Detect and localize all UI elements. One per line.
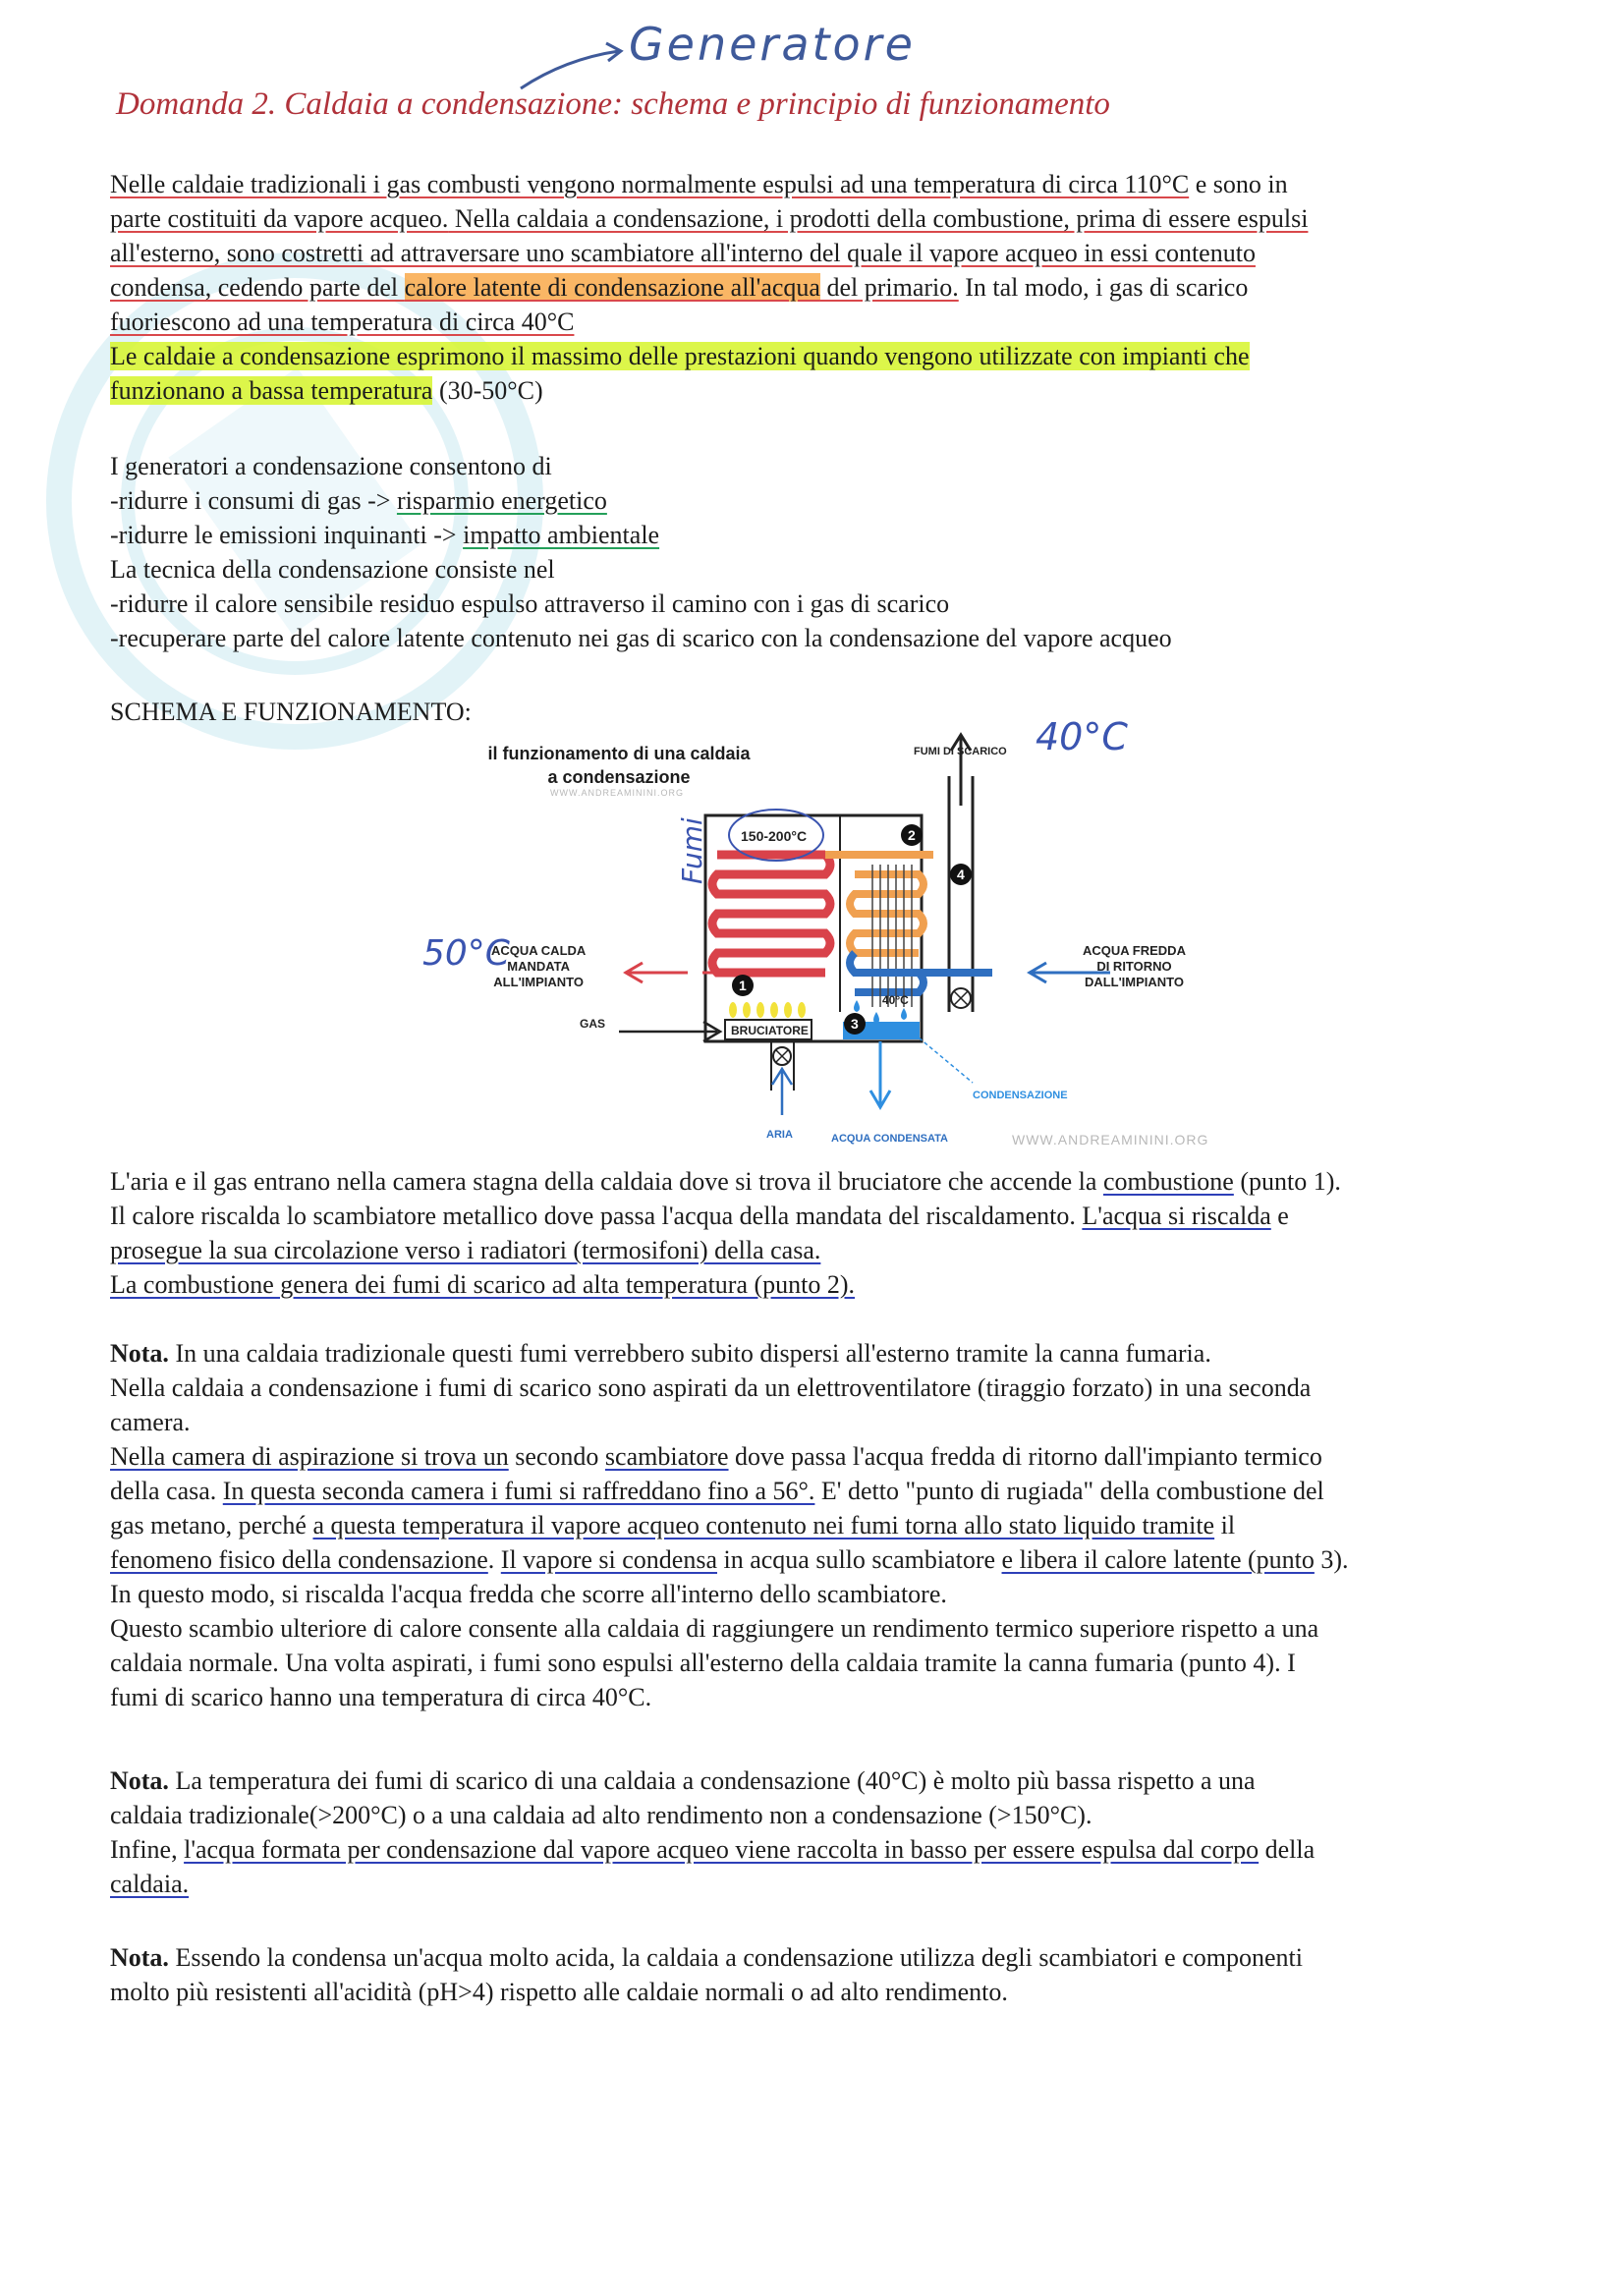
benefits-keyword: impatto ambientale (463, 521, 660, 549)
air-label: ARIA (766, 1129, 793, 1141)
nota-label: Nota. (110, 1339, 169, 1368)
marker-2-label: 2 (908, 827, 916, 843)
nota-keyword: Nella camera di aspirazione si trova un (110, 1442, 509, 1471)
nota-keyword: fenomeno fisico della condensazione (110, 1545, 488, 1574)
intro-text: del primario. (819, 273, 959, 302)
benefits-text: -ridurre i consumi di gas -> (110, 486, 397, 515)
nota-text: In una caldaia tradizionale questi fumi verrebbero subito dispersi all'esterno tramite la canna fumaria. (168, 1339, 1211, 1368)
nota-keyword: l'acqua formata per condensazione dal vapore acqueo viene raccolta in basso per essere espulsa dal corpo (184, 1835, 1260, 1864)
cold-water-label-line: ACQUA FREDDA (1083, 943, 1186, 958)
nota-text: Essendo la condensa un'acqua molto acida, la caldaia a condensazione utilizza degli scambiatori e componenti (168, 1943, 1303, 1972)
nota-text: La temperatura dei fumi di scarico di una caldaia a condensazione (40°C) è molto più bassa rispetto a una (168, 1766, 1256, 1795)
nota-text: Nella caldaia a condensazione i fumi di scarico sono aspirati da un elettroventilatore (tiraggio forzato) in una seconda (110, 1373, 1312, 1402)
operation-text: La combustione genera dei fumi di scarico ad alta temperatura (punto 2). (110, 1270, 856, 1299)
page-title: Domanda 2. Caldaia a condensazione: schema e principio di funzionamento (116, 86, 1110, 122)
nota-text: il (1214, 1511, 1236, 1539)
gas-label: GAS (580, 1017, 606, 1031)
nota-1-paragraph (110, 1336, 1525, 1714)
figure-watermark: WWW.ANDREAMININI.ORG (550, 788, 684, 798)
hot-exchanger-coil (712, 855, 830, 973)
operation-text: L'aria e il gas entrano nella camera stagna della caldaia dove si trova il bruciatore che accende la (110, 1167, 1103, 1196)
nota-keyword: In questa seconda camera i fumi si raffreddano fino a 56°. (222, 1477, 815, 1505)
marker-3-label: 3 (851, 1016, 859, 1032)
nota-2-paragraph (110, 1763, 1525, 1901)
condensation-label: CONDENSAZIONE (973, 1090, 1068, 1101)
air-arrow-icon (772, 1069, 792, 1115)
nota-text: fumi di scarico hanno una temperatura di circa 40°C. (110, 1683, 652, 1711)
handwritten-supply-temp: 50°C (422, 933, 510, 974)
benefits-text: -recuperare parte del calore latente contenuto nei gas di scarico con la condensazione del vapore acqueo (110, 624, 1172, 652)
intro-text: parte costituiti da vapore acqueo. (110, 204, 449, 233)
intro-text: Nella caldaia a condensazione, i prodotti della combustione, prima di essere espulsi (448, 204, 1309, 233)
handwritten-fumi: Fumi (676, 817, 708, 884)
chamber-temp-label: 150-200°C (741, 828, 808, 844)
benefits-paragraph (110, 449, 1525, 655)
nota-keyword: e libera il calore latente (punto (1001, 1545, 1315, 1574)
nota-text: Infine, (110, 1835, 185, 1864)
nota-keyword: scambiatore (604, 1442, 729, 1471)
nota-text: della casa. (110, 1477, 223, 1505)
nota-text: E' detto "punto di rugiada" della combustione del (814, 1477, 1324, 1505)
nota-keyword: Il vapore si condensa (500, 1545, 717, 1574)
operation-keyword: L'acqua si riscalda (1082, 1202, 1271, 1230)
intro-highlight: Le caldaie a condensazione esprimono il massimo delle prestazioni quando vengono utilizzate con impianti che (110, 342, 1250, 370)
handwritten-exhaust-temp: 40°C (1036, 715, 1128, 758)
nota-label: Nota. (110, 1943, 169, 1972)
intro-highlight: funzionano a bassa temperatura (110, 376, 433, 405)
intro-text: (30-50°C) (432, 376, 543, 405)
nota-text: camera. (110, 1408, 191, 1436)
boiler-diagram (560, 717, 1238, 1159)
operation-paragraph (110, 1164, 1525, 1302)
intro-text: fuoriescono ad una temperatura di circa 40°C (110, 308, 575, 336)
nota-text: molto più resistenti all'acidità (pH>4) rispetto alle caldaie normali o ad alto rendimento. (110, 1978, 1008, 2006)
nota-3-paragraph (110, 1940, 1525, 2009)
hot-water-arrow-icon (626, 963, 717, 982)
hot-water-label-line: ACQUA CALDA (491, 943, 587, 958)
nota-text: caldaia normale. Una volta aspirati, i fumi sono espulsi all'esterno della caldaia tramite la canna fumaria (punto 4). I (110, 1649, 1296, 1677)
figure-title-line: il funzionamento di una caldaia (487, 744, 751, 763)
nota-text: in acqua sullo scambiatore (717, 1545, 1002, 1574)
nota-text: . (487, 1545, 501, 1574)
intro-text: all'esterno, sono costretti ad attraversare uno scambiatore all'interno del quale il vapore acqueo in essi contenuto (110, 239, 1256, 267)
nota-text: dove passa l'acqua fredda di ritorno dall'impianto termico (728, 1442, 1322, 1471)
condensing-temp-label: 40°C (882, 993, 909, 1007)
nota-text: Questo scambio ulteriore di calore consente alla caldaia di raggiungere un rendimento termico superiore rispetto a una (110, 1614, 1319, 1643)
handwritten-note-generatore: Generatore (629, 18, 916, 71)
operation-text: e (1270, 1202, 1289, 1230)
nota-text: 3). (1314, 1545, 1349, 1574)
condensate-drain-arrow-icon (870, 1041, 890, 1107)
benefits-text: I generatori a condensazione consentono di (110, 452, 552, 480)
hot-water-label-line: ALL'IMPIANTO (493, 975, 584, 989)
cold-water-label-line: DI RITORNO (1096, 959, 1172, 974)
nota-text: gas metano, perché (110, 1511, 313, 1539)
benefits-text: La tecnica della condensazione consiste nel (110, 555, 555, 584)
operation-keyword: combustione (1102, 1167, 1234, 1196)
nota-text: della (1259, 1835, 1316, 1864)
nota-label: Nota. (110, 1766, 169, 1795)
nota-keyword: a questa temperatura il vapore acqueo contenuto nei fumi torna allo stato liquido tramite (312, 1511, 1215, 1539)
intro-text: condensa, cedendo parte del (110, 273, 405, 302)
benefits-keyword: risparmio energetico (396, 486, 607, 515)
schema-heading: SCHEMA E FUNZIONAMENTO: (110, 698, 472, 726)
operation-text: Il calore riscalda lo scambiatore metallico dove passa l'acqua della mandata del riscaldamento. (110, 1202, 1083, 1230)
hot-water-label-line: MANDATA (507, 959, 571, 974)
marker-4-label: 4 (957, 867, 965, 882)
exhaust-label: FUMI DI SCARICO (914, 746, 1007, 757)
intro-paragraph (110, 167, 1525, 408)
figure-title-line: a condensazione (547, 767, 691, 787)
benefits-text: -ridurre le emissioni inquinanti -> (110, 521, 464, 549)
benefits-text: -ridurre il calore sensibile residuo espulso attraverso il camino con i gas di scarico (110, 589, 950, 618)
flames-icon (729, 1002, 806, 1018)
intro-text: In tal modo, i gas di scarico (958, 273, 1249, 302)
nota-text: In questo modo, si riscalda l'acqua fredda che scorre all'interno dello scambiatore. (110, 1580, 947, 1608)
nota-text: secondo (508, 1442, 605, 1471)
burner-label: BRUCIATORE (731, 1024, 809, 1037)
intro-text: Nelle caldaie tradizionali i gas combusti vengono normalmente espulsi ad una temperatura di circa 110°C (110, 170, 1190, 198)
condensed-water-label: ACQUA CONDENSATA (831, 1133, 948, 1145)
nota-text: caldaia tradizionale(>200°C) o a una caldaia ad alto rendimento non a condensazione (>150°C). (110, 1801, 1092, 1829)
figure-watermark: WWW.ANDREAMININI.ORG (1012, 1132, 1209, 1148)
cold-water-label (1083, 943, 1186, 990)
operation-text: (punto 1). (1233, 1167, 1341, 1196)
intro-highlight: calore latente di condensazione all'acqua (404, 273, 820, 302)
intro-text: e sono in (1189, 170, 1288, 198)
operation-text: prosegue la sua circolazione verso i radiatori (termosifoni) della casa. (110, 1236, 821, 1264)
cold-water-label-line: DALL'IMPIANTO (1084, 975, 1185, 989)
marker-1-label: 1 (739, 978, 747, 993)
nota-text: caldaia. (110, 1870, 190, 1898)
